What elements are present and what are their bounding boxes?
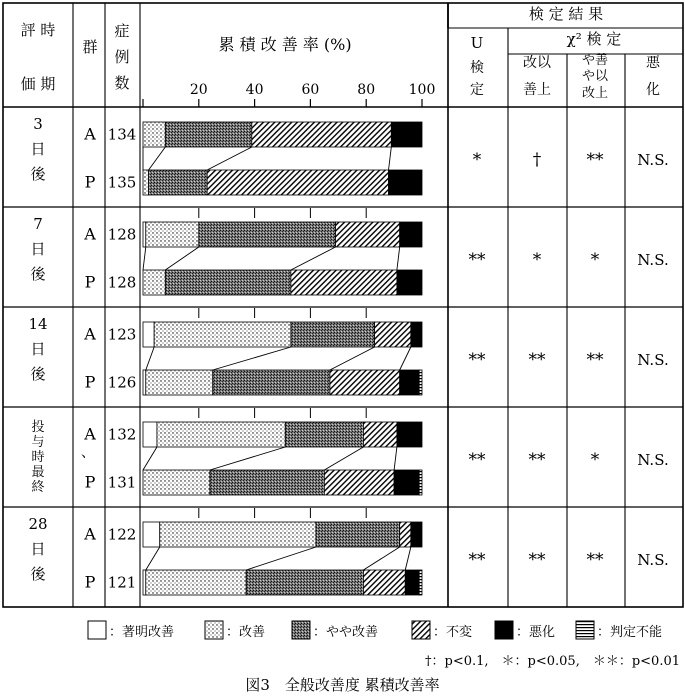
period-label: 日 — [30, 240, 46, 258]
bar-segment-slight-improvement — [165, 270, 291, 295]
period-label: 最 — [31, 465, 45, 480]
legend-item — [495, 621, 555, 640]
bar-segment-marked-improvement — [143, 222, 146, 247]
connector-line — [213, 347, 291, 370]
x-tick-label: 40 — [245, 82, 264, 98]
bar-segment-worse — [405, 570, 419, 595]
header-u-2: 検 — [470, 60, 484, 76]
group-label: P — [84, 472, 96, 492]
group-label: P — [84, 172, 96, 192]
header-cases-3: 数 — [114, 74, 130, 92]
period-label: 後 — [30, 365, 46, 383]
group-label: P — [84, 272, 96, 292]
header-improved-2: 善上 — [523, 82, 551, 98]
period-label: 日 — [30, 340, 46, 358]
legend-swatch — [576, 621, 594, 639]
legend-swatch — [292, 621, 310, 639]
test-result-improved: † — [532, 150, 542, 170]
connector-line — [146, 347, 154, 370]
header-cases-1: 症 — [114, 22, 130, 40]
connector-line — [405, 547, 411, 570]
bar-segment-slight-improvement — [210, 470, 324, 495]
x-tick-label: 60 — [301, 82, 320, 98]
bar-segment-worse — [389, 170, 422, 195]
bar-segment-worse — [391, 122, 422, 147]
bar-segment-improvement — [157, 422, 285, 447]
bar-segment-marked-improvement — [143, 522, 160, 547]
header-chi: χ² 検 定 — [566, 30, 622, 48]
bar-segment-unchanged — [252, 122, 392, 147]
test-result-improved: ** — [528, 450, 546, 470]
bar-segment-unchanged — [207, 170, 388, 195]
bar-segment-improvement — [146, 570, 246, 595]
legend-swatch — [412, 621, 430, 639]
test-result-u: * — [472, 150, 482, 170]
legend-label: ：著明改善 — [109, 625, 175, 640]
test-result-improved: ** — [528, 550, 546, 570]
bar-segment-worse — [400, 370, 420, 395]
period-label: 日 — [30, 540, 46, 558]
period-block — [31, 408, 668, 495]
period-label: 終 — [31, 480, 45, 495]
bar-segment-unchanged — [336, 222, 400, 247]
group-label: A — [84, 424, 96, 444]
group-label: A — [84, 224, 96, 244]
bar-segment-slight-improvement — [149, 170, 208, 195]
header-u-3: 定 — [470, 82, 484, 98]
test-result-u: ** — [468, 250, 486, 270]
bar-segment-improvement — [143, 470, 210, 495]
group-label: P — [84, 572, 96, 592]
case-count: 126 — [107, 373, 137, 392]
case-count: 122 — [107, 525, 137, 544]
bar-segment-slight-improvement — [213, 370, 330, 395]
connector-line — [397, 247, 400, 270]
legend-item — [205, 621, 265, 640]
period-label: 時 — [31, 450, 45, 465]
test-result-u: ** — [468, 450, 486, 470]
legend-label: ：判定不能 — [597, 625, 663, 640]
test-result-u: ** — [468, 350, 486, 370]
bar-segment-marked-improvement — [143, 370, 146, 395]
bar-segment-slight-improvement — [246, 570, 363, 595]
group-separator: 、 — [81, 445, 95, 461]
group-label: A — [84, 524, 96, 544]
connector-line — [246, 547, 316, 570]
connector-line — [389, 147, 392, 170]
period-block — [28, 308, 668, 395]
period-label: 14 — [28, 315, 48, 333]
bar-segment-unchanged — [330, 370, 400, 395]
period-label: 与 — [31, 435, 45, 450]
legend-item — [88, 621, 174, 640]
connector-line — [324, 447, 363, 470]
case-count: 131 — [107, 473, 137, 492]
test-result-improved: * — [532, 250, 542, 270]
header-eval-period-top: 評 時 — [20, 21, 56, 39]
test-result-u: ** — [468, 550, 486, 570]
period-label: 7 — [33, 215, 43, 233]
bar-segment-worse — [397, 270, 422, 295]
legend — [88, 621, 662, 640]
legend-label: ：やや改善 — [313, 625, 379, 640]
legend-swatch — [205, 621, 223, 639]
x-tick-label: 100 — [408, 82, 436, 98]
case-count: 135 — [107, 173, 137, 192]
connector-line — [146, 547, 160, 570]
connector-line — [330, 347, 375, 370]
group-label: P — [84, 372, 96, 392]
connector-line — [143, 447, 157, 470]
test-result-worse: N.S. — [637, 551, 669, 569]
header-eval-period-bottom: 価 期 — [20, 75, 56, 93]
bar-segment-marked-improvement — [143, 570, 146, 595]
x-tick-label: 80 — [357, 82, 376, 98]
period-rows — [28, 115, 668, 595]
period-label: 28 — [28, 515, 48, 533]
x-tick-label: 20 — [189, 82, 208, 98]
bar-segment-slight-improvement — [316, 522, 400, 547]
header-improved-1: 改以 — [523, 55, 551, 71]
bar-segment-slight-improvement — [165, 122, 251, 147]
group-label: A — [84, 324, 96, 344]
connector-line — [207, 147, 252, 170]
legend-label: ：悪化 — [516, 625, 556, 640]
connector-line — [400, 347, 411, 370]
legend-swatch — [495, 621, 513, 639]
bar-segment-worse — [397, 422, 422, 447]
period-label: 後 — [30, 565, 46, 583]
legend-label: ：改善 — [226, 625, 266, 640]
header-slight-3: 改上 — [581, 86, 609, 101]
bar-segment-unchanged — [291, 270, 397, 295]
header-worse-2: 化 — [646, 82, 660, 98]
bar-segment-improvement — [146, 370, 213, 395]
header-u-1: U — [470, 34, 484, 52]
period-label: 後 — [30, 165, 46, 183]
bar-segment-improvement — [154, 322, 291, 347]
period-block — [30, 115, 668, 195]
test-result-slight: ** — [586, 350, 604, 370]
bar-segment-unchanged — [363, 422, 396, 447]
bar-segment-worse — [400, 222, 422, 247]
test-result-worse: N.S. — [637, 451, 669, 469]
header-group: 群 — [82, 38, 98, 56]
legend-item — [292, 621, 378, 640]
bar-segment-undeterminable — [419, 470, 422, 495]
period-label: 日 — [30, 140, 46, 158]
case-count: 128 — [107, 273, 137, 292]
bar-segment-marked-improvement — [143, 422, 157, 447]
header-worse-1: 悪 — [646, 55, 660, 71]
bar-segment-undeterminable — [419, 370, 422, 395]
bar-segment-slight-improvement — [291, 322, 375, 347]
legend-item — [576, 621, 662, 640]
connector-line — [143, 247, 146, 270]
period-label: 投 — [31, 420, 45, 435]
test-result-slight: * — [590, 250, 600, 270]
connector-line — [394, 447, 397, 470]
header-cases-2: 例 — [114, 48, 130, 66]
period-block — [28, 508, 668, 595]
test-result-slight: ** — [586, 150, 604, 170]
period-label: 3 — [33, 115, 43, 133]
bar-segment-slight-improvement — [285, 422, 363, 447]
bar-segment-improvement — [143, 122, 165, 147]
legend-item — [412, 621, 472, 640]
bar-segment-improvement — [160, 522, 316, 547]
header-test-results: 検 定 結 果 — [528, 5, 604, 23]
test-result-slight: ** — [586, 550, 604, 570]
bar-segment-improvement — [143, 270, 165, 295]
case-count: 132 — [107, 425, 137, 444]
period-block — [30, 208, 668, 295]
bar-segment-worse — [411, 322, 422, 347]
case-count: 121 — [107, 573, 137, 592]
bar-segment-worse — [411, 522, 422, 547]
bar-segment-improvement — [146, 222, 199, 247]
case-count: 123 — [107, 325, 137, 344]
bar-segment-marked-improvement — [143, 322, 154, 347]
bar-segment-unchanged — [375, 322, 411, 347]
period-label: 後 — [30, 265, 46, 283]
test-result-worse: N.S. — [637, 251, 669, 269]
figure-caption: 図3 全般改善度 累積改善率 — [245, 676, 440, 694]
bar-segment-worse — [394, 470, 419, 495]
chart-title: 累 積 改 善 率 (%) — [218, 35, 352, 54]
bar-segment-slight-improvement — [199, 222, 336, 247]
test-result-worse: N.S. — [637, 151, 669, 169]
header-slight-2: や以 — [581, 69, 609, 84]
case-count: 134 — [107, 125, 137, 144]
test-result-improved: ** — [528, 350, 546, 370]
connector-line — [165, 247, 198, 270]
connector-line — [210, 447, 285, 470]
legend-label: ：不変 — [433, 625, 473, 640]
connector-line — [291, 247, 336, 270]
significance-note: †：p<0.1, ＊：p<0.05, ＊＊：p<0.01 — [425, 654, 680, 669]
x-axis-ticks — [143, 82, 435, 107]
test-result-slight: * — [590, 450, 600, 470]
connector-line — [149, 147, 166, 170]
bar-segment-unchanged — [324, 470, 394, 495]
bar-segment-unchanged — [400, 522, 411, 547]
case-count: 128 — [107, 225, 137, 244]
header-slight-1: や善 — [581, 53, 609, 68]
test-result-worse: N.S. — [637, 351, 669, 369]
bar-segment-unchanged — [363, 570, 405, 595]
group-label: A — [84, 124, 96, 144]
bar-segment-improvement — [143, 170, 149, 195]
table-header — [21, 5, 661, 101]
bar-segment-undeterminable — [419, 570, 422, 595]
connector-line — [363, 547, 399, 570]
legend-swatch — [88, 621, 106, 639]
